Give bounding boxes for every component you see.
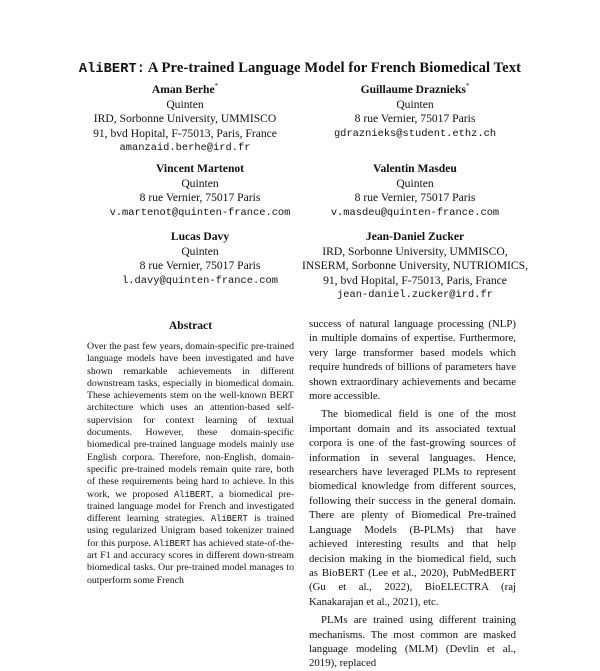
author-email[interactable]: jean-daniel.zucker@ird.fr: [337, 289, 493, 302]
affiliation-line: 91, bvd Hopital, F-75013, Paris, France: [323, 273, 507, 287]
author-name: Vincent Martenot: [155, 162, 245, 175]
author-email[interactable]: gdraznieks@student.ethz.ch: [333, 127, 497, 140]
author-email[interactable]: v.martenot@quinten-france.com: [109, 206, 291, 219]
affiliation-line: INSERM, Sorbonne University, NUTRIOMICS,: [302, 259, 528, 273]
introduction-column: [309, 317, 516, 671]
affiliation-line: Quinten: [181, 244, 219, 258]
body-paragraph: success of natural language processing (NLP) in multiple domains of expertise. Furthermore, very large transformer based models which require hundreds of billions of parameters have shown extraordinary achievements and became more accessible.: [309, 318, 516, 403]
affiliation-line: Quinten: [396, 97, 434, 111]
model-name: AliBERT: [210, 514, 248, 525]
affiliation-line: IRD, Sorbonne University, UMMISCO,: [322, 244, 508, 258]
affiliation-line: Quinten: [166, 97, 204, 111]
paper-title: [0, 60, 600, 77]
affiliation-line: Quinten: [396, 176, 434, 190]
affiliation-line: IRD, Sorbonne University, UMMISCO: [93, 112, 277, 126]
title-text: A Pre-trained Language Model for French Biomedical Text: [144, 60, 522, 76]
equal-contribution-mark: *: [465, 82, 470, 91]
abstract-text: has achieved state-of-the-art F1 and accuracy scores in different down-stream biomedical tasks. Our pre-trained model manages to outperform some French: [87, 537, 294, 586]
abstract-text: , a biomedical pre-trained language model for French and investigated different learning strategies.: [87, 488, 294, 525]
affiliation-line: 8 rue Vernier, 75017 Paris: [354, 191, 476, 205]
affiliation-line: 8 rue Vernier, 75017 Paris: [139, 259, 261, 273]
affiliation-line: Quinten: [181, 176, 219, 190]
body-paragraph: PLMs are trained using different training mechanisms. The most common are masked language modeling (MLM) (Devlin et al., 2019), replaced: [309, 614, 516, 670]
abstract-heading: Abstract: [168, 319, 213, 332]
affiliation-line: 8 rue Vernier, 75017 Paris: [139, 191, 261, 205]
body-paragraph: The biomedical field is one of the most important domain and its associated textual corpora is one of the fast-growing sources of information in several languages. Hence, researchers have leveraged PLMs to represent biomedical knowledge from different sources, following their success in the general domain. There are plenty of Biomedical Pre-trained Language Models (B-PLMs) that have achieved interesting results and that help decision making in the biomedical field, such as BioBERT (Lee et al., 2020), PubMedBERT (Gu et al., 2022), BioELECTRA (raj Kanakarajan et al., 2021), etc.: [309, 408, 516, 608]
model-name: AliBERT: [153, 538, 191, 549]
author-name: Guillaume Draznieks: [360, 83, 466, 96]
author-email[interactable]: l.davy@quinten-france.com: [122, 274, 278, 287]
author-name: Lucas Davy: [170, 230, 230, 243]
author-block: [285, 83, 545, 141]
author-name: Aman Berhe: [151, 83, 215, 96]
title-model-name: AliBERT:: [78, 62, 145, 77]
model-name: AliBERT: [173, 489, 211, 500]
author-name: Jean-Daniel Zucker: [365, 230, 465, 243]
author-block: [55, 83, 315, 156]
equal-contribution-mark: *: [214, 82, 219, 91]
author-email[interactable]: v.masdeu@quinten-france.com: [330, 206, 500, 219]
affiliation-line: 91, bvd Hopital, F-75013, Paris, France: [93, 126, 277, 140]
affiliation-line: 8 rue Vernier, 75017 Paris: [354, 112, 476, 126]
abstract-text: is trained using regularized Unigram based tokenizer trained for this purpose.: [87, 513, 294, 549]
author-email[interactable]: amanzaid.berhe@ird.fr: [119, 142, 251, 155]
abstract-text: Over the past few years, domain-specific pre-trained language models have been investigated and have shown remarkable achievements in different downstream tasks, especially in biomedical domain. These achievements stem on the well-known BERT architecture which uses an attention-based self-supervision for context learning of textual documents. However, these domain-specific biomedical pre-trained language models mainly use English corpora. Therefore, non-English, domain-specific pre-trained models remain quite rare, both of these requirements being hard to achieve. In this work, we proposed: [87, 341, 294, 500]
author-block: [285, 162, 545, 220]
author-name: Valentin Masdeu: [373, 162, 457, 175]
abstract-body: [87, 341, 294, 587]
author-block: [270, 230, 560, 303]
